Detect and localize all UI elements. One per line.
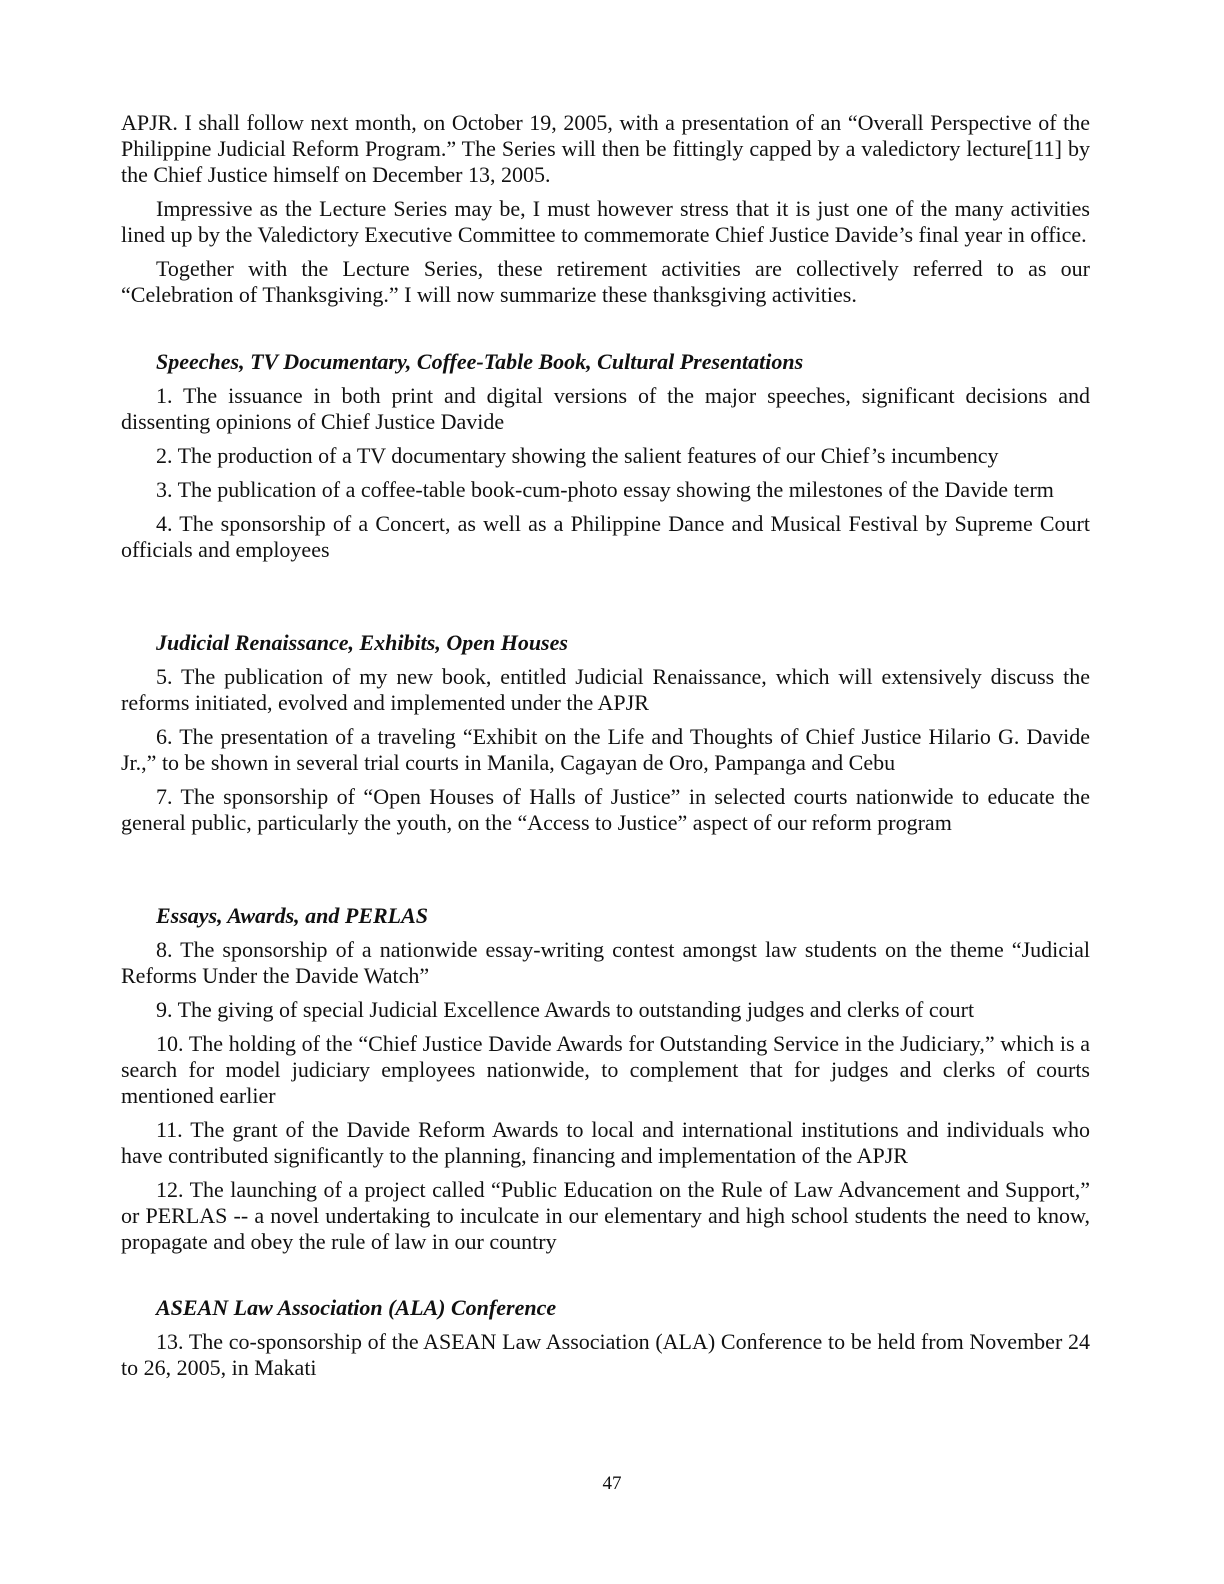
section-heading: Essays, Awards, and PERLAS <box>156 903 429 928</box>
document-page <box>121 110 1090 1381</box>
list-item: 1. The issuance in both print and digital versions of the major speeches, significant decisions and dissenting opinions of Chief Justice Davide <box>121 383 1090 434</box>
list-item: 5. The publication of my new book, entitled Judicial Renaissance, which will extensively discuss the reforms initiated, evolved and implemented under the APJR <box>121 664 1090 715</box>
list-item: 2. The production of a TV documentary showing the salient features of our Chief’s incumbency <box>156 443 999 468</box>
list-item: 12. The launching of a project called “Public Education on the Rule of Law Advancement and Support,” or PERLAS -- a novel undertaking to inculcate in our elementary and high school students the need to know, propagate and obey the rule of law in our country <box>121 1177 1090 1254</box>
section-heading: Judicial Renaissance, Exhibits, Open Houses <box>156 630 568 655</box>
list-item: 4. The sponsorship of a Concert, as well as a Philippine Dance and Musical Festival by Supreme Court officials and employees <box>121 511 1090 562</box>
list-item: 8. The sponsorship of a nationwide essay-writing contest amongst law students on the theme “Judicial Reforms Under the Davide Watch” <box>121 937 1090 988</box>
list-item: 7. The sponsorship of “Open Houses of Halls of Justice” in selected courts nationwide to educate the general public, particularly the youth, on the “Access to Justice” aspect of our reform program <box>121 784 1090 835</box>
list-item: 10. The holding of the “Chief Justice Davide Awards for Outstanding Service in the Judiciary,” which is a search for model judiciary employees nationwide, to complement that for judges and clerks of courts mentioned earlier <box>121 1031 1090 1108</box>
list-item: 9. The giving of special Judicial Excellence Awards to outstanding judges and clerks of court <box>156 997 975 1022</box>
list-item: 11. The grant of the Davide Reform Awards to local and international institutions and individuals who have contributed significantly to the planning, financing and implementation of the APJR <box>121 1117 1090 1168</box>
page-number: 47 <box>602 1473 622 1494</box>
intro-paragraph: Impressive as the Lecture Series may be, I must however stress that it is just one of the many activities lined up by the Valedictory Executive Committee to commemorate Chief Justice Davide’s final year in office. <box>121 196 1090 247</box>
list-item: 13. The co-sponsorship of the ASEAN Law Association (ALA) Conference to be held from November 24 to 26, 2005, in Makati <box>121 1329 1090 1380</box>
list-item: 6. The presentation of a traveling “Exhibit on the Life and Thoughts of Chief Justice Hilario G. Davide Jr.,” to be shown in several trial courts in Manila, Cagayan de Oro, Pampanga and Cebu <box>121 724 1090 775</box>
intro-paragraph: Together with the Lecture Series, these retirement activities are collectively referred to as our “Celebration of Thanksgiving.” I will now summarize these thanksgiving activities. <box>121 256 1090 307</box>
list-item: 3. The publication of a coffee-table book-cum-photo essay showing the milestones of the Davide term <box>156 477 1054 502</box>
section-heading: ASEAN Law Association (ALA) Conference <box>156 1295 557 1320</box>
section-heading: Speeches, TV Documentary, Coffee-Table Book, Cultural Presentations <box>156 349 804 374</box>
intro-paragraph: APJR. I shall follow next month, on October 19, 2005, with a presentation of an “Overall Perspective of the Philippine Judicial Reform Program.” The Series will then be fittingly capped by a valedictory lecture[11] by the Chief Justice himself on December 13, 2005. <box>121 110 1090 187</box>
